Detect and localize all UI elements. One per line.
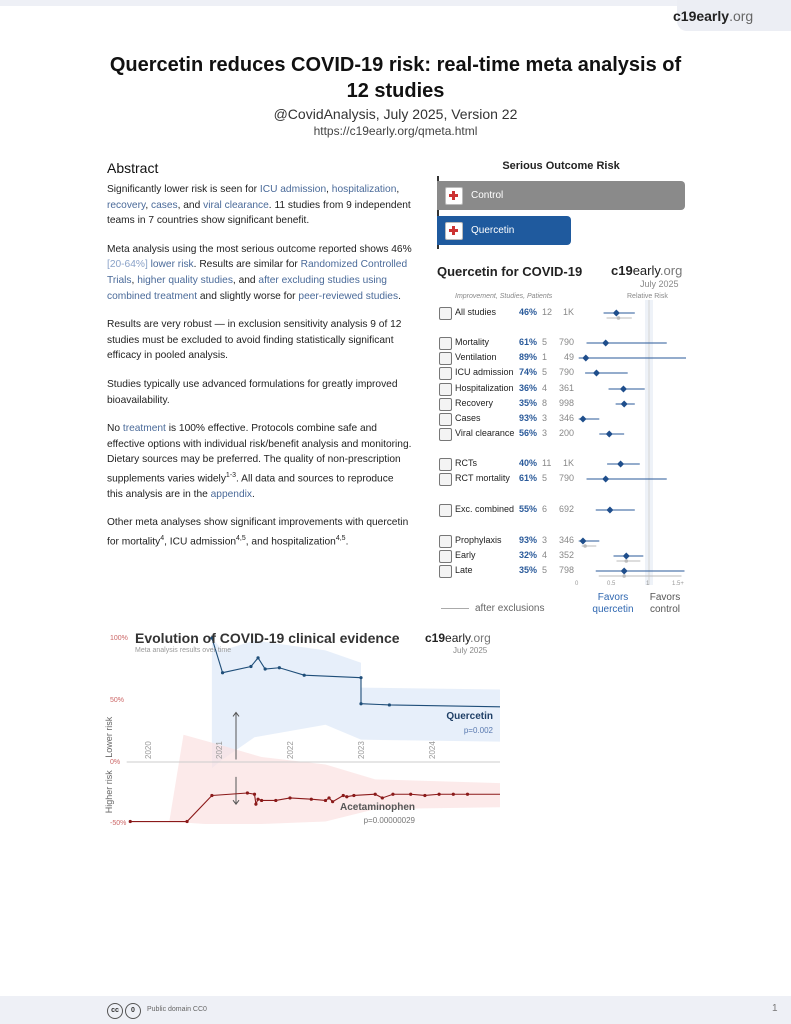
row-studies: 6 (542, 504, 548, 514)
peer-reviewed-link[interactable]: peer-reviewed studies (298, 290, 399, 302)
excluding-combined-link[interactable]: after excluding studies using combined treatment (107, 274, 387, 302)
forest-date: July 2025 (640, 279, 679, 289)
recovery-link[interactable]: recovery (107, 199, 146, 211)
acetaminophen-point (185, 820, 188, 823)
forest-logo: c19early.org (611, 263, 683, 278)
acetaminophen-point (342, 794, 345, 797)
control-risk-bar (437, 181, 685, 210)
top-band (0, 0, 791, 6)
row-patients: 352 (558, 550, 574, 560)
row-improvement: 89% (519, 352, 538, 362)
row-studies: 4 (542, 550, 548, 560)
favors-control-label: Favors control (649, 592, 681, 615)
row-label: ICU admission (455, 367, 514, 377)
quercetin-point (388, 703, 391, 706)
mortality-icon (439, 337, 452, 350)
row-label: RCTs (455, 458, 477, 468)
y-axis-label: 50% (110, 697, 125, 704)
early-icon (439, 550, 452, 563)
row-label: Ventilation (455, 352, 497, 362)
brand-logo-link[interactable]: c19early.org (673, 8, 754, 24)
treatment-link[interactable]: treatment (122, 423, 166, 435)
tick-label: 1 (646, 581, 650, 587)
effect-marker (620, 386, 627, 393)
effect-marker (621, 568, 628, 575)
row-label: RCT mortality (455, 473, 510, 483)
ventilation-icon (439, 352, 452, 365)
abstract-paragraph-4: Studies typically use advanced formulations for greatly improved bioavailability. (107, 378, 398, 406)
acetaminophen-point (352, 794, 355, 797)
row-label: Recovery (455, 398, 494, 408)
row-patients: 200 (558, 428, 574, 438)
quercetin-point (264, 667, 267, 670)
row-studies: 3 (542, 428, 548, 438)
quercetin-point (278, 666, 281, 669)
row-studies: 12 (542, 307, 553, 317)
row-label: Prophylaxis (455, 535, 502, 545)
evolution-title: Evolution of COVID-19 clinical evidence (135, 630, 400, 646)
zero-icon: 0 (125, 1003, 141, 1019)
row-patients: 346 (558, 535, 574, 545)
row-studies: 5 (542, 565, 548, 575)
effect-marker (582, 355, 589, 362)
row-patients: 49 (563, 352, 574, 362)
row-studies: 5 (542, 367, 548, 377)
row-label: Late (455, 565, 473, 575)
row-studies: 8 (542, 398, 548, 408)
exclusion-marker (617, 316, 621, 320)
control-label: Control (471, 190, 504, 201)
article-url-link[interactable]: https://c19early.org/qmeta.html (313, 124, 478, 138)
favors-quercetin-label: Favors quercetin (592, 592, 634, 615)
exc-combined-icon (439, 504, 452, 517)
acetaminophen-point (381, 796, 384, 799)
lower-risk-link[interactable]: lower risk (150, 259, 194, 271)
row-studies: 11 (542, 458, 552, 468)
quercetin-point (249, 665, 252, 668)
forest-plot (560, 300, 691, 585)
row-improvement: 93% (519, 413, 538, 423)
quercetin-label: Quercetin (471, 225, 515, 236)
acetaminophen-point (374, 793, 377, 796)
cases-icon (439, 413, 452, 426)
viral-clearance-link[interactable]: viral clearance (203, 199, 269, 211)
abstract-paragraph-6: Other meta analyses show significant improvements with quercetin for mortality$^4$, ICU admission$^{4,5}$, and hospitalization$^{4,5}$. (107, 517, 409, 548)
y-axis-label: 0% (110, 759, 121, 766)
exclusion-marker (622, 574, 626, 578)
confidence-interval: [20‑64%] (107, 259, 148, 271)
acetaminophen-point (324, 799, 327, 802)
page-title: Quercetin reduces COVID-19 risk: real-time meta analysis of 12 studies (109, 54, 682, 102)
rct-icon (439, 458, 452, 471)
evolution-date: July 2025 (453, 646, 488, 655)
abstract-paragraph-1: Significantly lower risk is seen for ICU admission, hospitalization, recovery, cases, and viral clearance. 11 studies from 9 independent teams in 7 countries show significant benefit. (107, 184, 411, 227)
tick-label: 0 (575, 581, 579, 587)
effect-marker (613, 310, 620, 317)
license-text: Public domain CC0 (147, 1006, 207, 1013)
acetaminophen-point (466, 793, 469, 796)
acetaminophen-point (391, 793, 394, 796)
lower-risk-label: Lower risk (104, 716, 114, 758)
row-label: Cases (455, 413, 481, 423)
row-patients: 790 (558, 367, 574, 377)
all-studies-icon (439, 307, 452, 320)
hospitalization-icon (439, 383, 452, 396)
acetaminophen-point (345, 795, 348, 798)
row-patients: 998 (558, 398, 574, 408)
row-improvement: 46% (519, 307, 538, 317)
recovery-icon (439, 398, 452, 411)
row-label: Mortality (455, 337, 490, 347)
prophylaxis-icon (439, 535, 452, 548)
row-studies: 5 (542, 473, 548, 483)
exclusion-marker (624, 559, 628, 563)
row-studies: 1 (542, 352, 548, 362)
icu-admission-link[interactable]: ICU admission (259, 184, 327, 195)
evolution-subtitle: Meta analysis results over time (135, 647, 232, 654)
quercetin-risk-bar (437, 216, 571, 245)
forest-column-header: Improvement, Studies, Patients (455, 293, 553, 300)
row-patients: 361 (558, 383, 574, 393)
row-improvement: 74% (519, 367, 538, 377)
effect-marker (621, 401, 628, 408)
tick-label: 1.5+ (672, 581, 684, 587)
row-label: All studies (455, 307, 497, 317)
row-patients: 1K (562, 307, 574, 317)
row-studies: 5 (542, 337, 548, 347)
row-studies: 3 (542, 535, 548, 545)
serious-outcome-title: Serious Outcome Risk (502, 160, 620, 172)
row-improvement: 32% (519, 550, 538, 560)
after-exclusions-legend: after exclusions (441, 603, 544, 614)
abstract-paragraph-3: Results are very robust — in exclusion sensitivity analysis 9 of 12 studies must be excluded to avoid finding statistically significant efficacy in pooled analysis. (107, 319, 402, 362)
exclusion-marker (583, 544, 587, 548)
hospitalization-link[interactable]: hospitalization (331, 184, 397, 195)
effect-marker (579, 416, 586, 423)
acetaminophen-point (260, 799, 263, 802)
viral-clearance-icon (439, 428, 452, 441)
y-axis-label: -50% (110, 820, 127, 827)
rct-mortality-icon (439, 473, 452, 486)
quercetin-point (256, 656, 259, 659)
effect-marker (579, 538, 586, 545)
page-number: 1 (772, 1003, 778, 1014)
row-improvement: 36% (519, 383, 538, 393)
abstract-paragraph-2: Meta analysis using the most serious outcome reported shows 46% [20‑64%] lower risk. Results are similar for Randomized Controlled Trials, higher quality studies, and after excluding studies using combined treatment and slightly worse for peer-reviewed studies. (107, 243, 412, 302)
rct-link[interactable]: Randomized Controlled Trials (107, 259, 408, 286)
relative-risk-header: Relative Risk (627, 293, 668, 300)
abstract-heading: Abstract (107, 160, 159, 176)
row-patients: 798 (558, 565, 574, 575)
row-improvement: 35% (519, 565, 538, 575)
acetaminophen-point (210, 794, 213, 797)
cc-icon: cc (107, 1003, 123, 1019)
acetaminophen-point (274, 799, 277, 802)
quercetin-p-value: p=0.002 (463, 726, 493, 735)
row-studies: 3 (542, 413, 548, 423)
y-axis-label: 100% (110, 635, 128, 642)
acetaminophen-point (288, 796, 291, 799)
row-improvement: 56% (519, 428, 538, 438)
cases-link[interactable]: cases (150, 199, 178, 211)
year-label: 2021 (215, 741, 224, 759)
evolution-logo: c19early.org (425, 631, 491, 645)
higher-quality-link[interactable]: higher quality studies (137, 274, 233, 286)
abstract-body (107, 182, 412, 563)
acetaminophen-point (423, 794, 426, 797)
abstract-paragraph-5: No treatment is 100% effective. Protocols combine safe and effective options with individual risk/benefit analysis and monitoring. Dietary sources may be preferred. The quality of non-prescription supplements varies widely$^{1-3}$. All data and sources to reproduce this analysis are in the appendix. (107, 423, 412, 500)
byline: @CovidAnalysis, July 2025, Version 22 (273, 106, 518, 122)
row-label: Viral clearance (455, 428, 515, 438)
effect-marker (606, 431, 613, 438)
row-patients: 790 (558, 473, 574, 483)
year-label: 2022 (286, 741, 295, 759)
cc0-badge[interactable] (107, 1003, 141, 1019)
row-patients: 790 (558, 337, 574, 347)
acetaminophen-point (327, 796, 330, 799)
row-patients: 1K (562, 458, 574, 468)
acetaminophen-point (254, 803, 257, 806)
acetaminophen-point (310, 798, 313, 801)
hospital-icon (445, 187, 463, 205)
forest-plot-title: Quercetin for COVID-19 (437, 264, 583, 279)
quercetin-point (221, 671, 224, 674)
acetaminophen-point (438, 793, 441, 796)
effect-marker (602, 476, 609, 483)
quercetin-ci-band (212, 638, 500, 768)
acetaminophen-point (246, 791, 249, 794)
appendix-link[interactable]: appendix (210, 488, 252, 500)
acetaminophen-point (409, 793, 412, 796)
effect-marker (593, 370, 600, 377)
effect-marker (602, 340, 609, 347)
row-improvement: 40% (519, 458, 538, 468)
tick-label: 0.5 (607, 581, 616, 587)
row-improvement: 93% (519, 535, 538, 545)
late-icon (439, 565, 452, 578)
quercetin-point (359, 702, 362, 705)
acetaminophen-p-value: p=0.00000029 (363, 816, 415, 825)
row-improvement: 55% (519, 504, 538, 514)
hospital-icon (445, 222, 463, 240)
acetaminophen-series-label: Acetaminophen (339, 802, 415, 813)
quercetin-point (359, 676, 362, 679)
quercetin-point (303, 674, 306, 677)
higher-risk-label: Higher risk (104, 770, 114, 814)
year-label: 2020 (144, 741, 153, 759)
row-studies: 4 (542, 383, 548, 393)
evolution-chart (100, 628, 500, 833)
row-label: Exc. combined (455, 504, 515, 514)
effect-marker (623, 553, 630, 560)
row-improvement: 61% (519, 337, 538, 347)
quercetin-series-label: Quercetin (446, 711, 493, 722)
effect-marker (617, 461, 624, 468)
year-label: 2024 (428, 741, 437, 759)
row-label: Early (455, 550, 476, 560)
acetaminophen-point (253, 793, 256, 796)
icu-icon (439, 367, 452, 380)
year-label: 2023 (357, 741, 366, 759)
effect-marker (606, 507, 613, 514)
row-patients: 692 (558, 504, 574, 514)
acetaminophen-point (331, 800, 334, 803)
acetaminophen-point (452, 793, 455, 796)
row-improvement: 35% (519, 398, 538, 408)
row-improvement: 61% (519, 473, 538, 483)
row-label: Hospitalization (455, 383, 514, 393)
acetaminophen-point (256, 798, 259, 801)
row-patients: 346 (558, 413, 574, 423)
acetaminophen-point (129, 820, 132, 823)
